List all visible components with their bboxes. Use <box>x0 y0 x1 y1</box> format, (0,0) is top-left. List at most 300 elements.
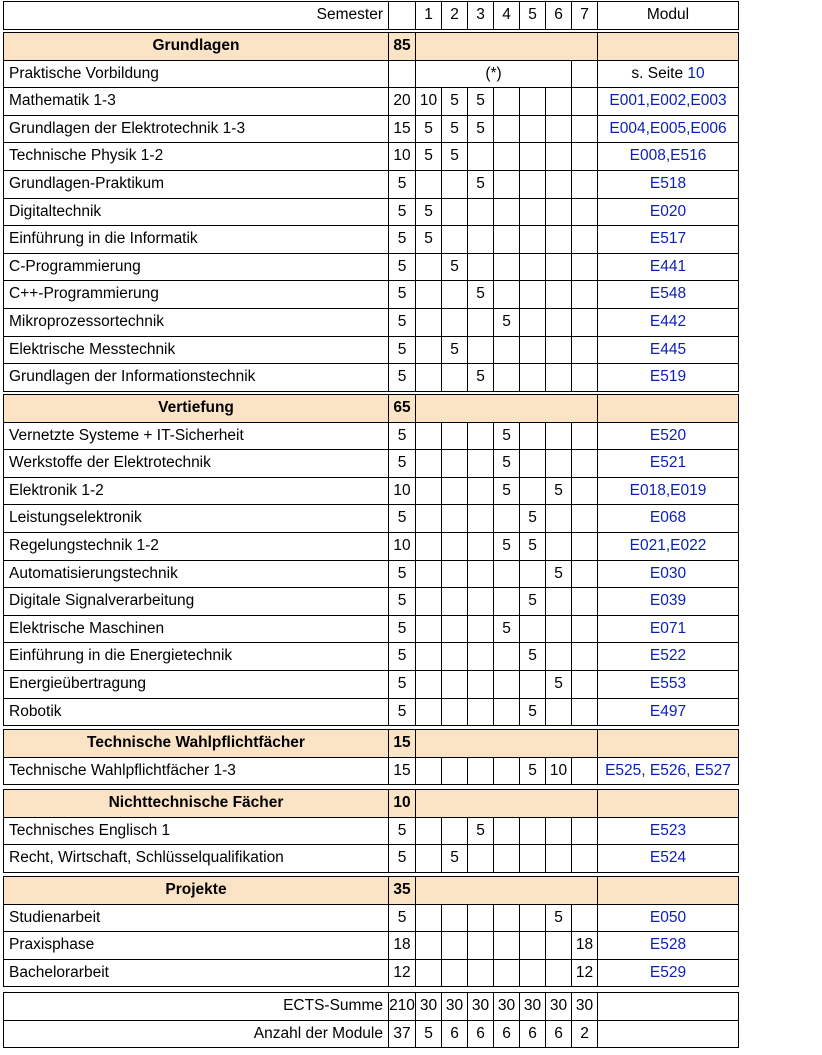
semester-cell: 5 <box>468 170 494 198</box>
semester-cell <box>572 281 598 309</box>
modul-link[interactable]: E529 <box>649 963 687 981</box>
section-ects-total: 65 <box>389 395 416 423</box>
course-ects: 5 <box>389 698 416 726</box>
semester-cell <box>520 932 546 960</box>
modul-link[interactable]: E068 <box>649 509 687 527</box>
course-ects: 5 <box>389 588 416 616</box>
section-title: Technische Wahlpflichtfächer <box>4 730 389 758</box>
semester-cell: 5 <box>442 88 468 116</box>
course-ects: 5 <box>389 253 416 281</box>
semester-5-header: 5 <box>520 2 546 30</box>
ects-sum-modul-cell <box>598 993 739 1021</box>
semester-cell <box>546 588 572 616</box>
course-row <box>4 560 739 588</box>
semester-cell: 5 <box>442 253 468 281</box>
semester-cell <box>442 226 468 254</box>
course-row <box>4 904 739 932</box>
semester-7-header: 7 <box>572 2 598 30</box>
modul-link[interactable]: E445 <box>649 340 687 358</box>
modul-link[interactable]: E071 <box>649 619 687 637</box>
semester-cell <box>494 226 520 254</box>
semester-cell: 5 <box>546 904 572 932</box>
semester-cell <box>546 643 572 671</box>
semester-cell <box>494 364 520 392</box>
semester-cell <box>468 932 494 960</box>
modul-link[interactable]: E522 <box>649 647 687 665</box>
semester-cell <box>442 560 468 588</box>
semester-cell <box>572 88 598 116</box>
modul-cell <box>598 817 739 845</box>
course-name: Recht, Wirtschaft, Schlüsselqualifikation <box>4 845 389 873</box>
semester-cell <box>416 281 442 309</box>
modul-cell <box>598 143 739 171</box>
semester-cell <box>572 505 598 533</box>
course-name: Vernetzte Systeme + IT-Sicherheit <box>4 422 389 450</box>
module-count-sem-7: 2 <box>572 1020 598 1048</box>
course-ects: 5 <box>389 845 416 873</box>
semester-cell <box>442 932 468 960</box>
course-row <box>4 477 739 505</box>
semester-cell <box>572 477 598 505</box>
semester-cell <box>442 364 468 392</box>
semester-cell: 5 <box>520 505 546 533</box>
semester-cell <box>468 643 494 671</box>
semester-header-table <box>3 1 739 30</box>
semester-cell <box>546 932 572 960</box>
ects-sum-sem-4: 30 <box>494 993 520 1021</box>
semester-cell <box>494 560 520 588</box>
semester-cell <box>546 364 572 392</box>
section-title: Projekte <box>4 877 389 905</box>
semester-cell <box>416 477 442 505</box>
course-row <box>4 88 739 116</box>
course-name: Grundlagen der Informationstechnik <box>4 364 389 392</box>
semester-cell: 5 <box>546 477 572 505</box>
semester-cell: 5 <box>520 643 546 671</box>
semester-cell <box>442 450 468 478</box>
semester-cell <box>416 170 442 198</box>
modul-cell <box>598 281 739 309</box>
semester-cell <box>468 253 494 281</box>
course-ects: 5 <box>389 615 416 643</box>
semester-cell <box>572 198 598 226</box>
semester-cell: 5 <box>494 615 520 643</box>
semester-cell <box>494 757 520 785</box>
modul-cell <box>598 532 739 560</box>
course-ects: 5 <box>389 670 416 698</box>
course-name: Technische Physik 1-2 <box>4 143 389 171</box>
course-ects: 5 <box>389 643 416 671</box>
semester-cell <box>468 336 494 364</box>
course-ects: 5 <box>389 226 416 254</box>
semester-cell: 10 <box>416 88 442 116</box>
course-name: Einführung in die Energietechnik <box>4 643 389 671</box>
semester-cell: 5 <box>442 845 468 873</box>
semester-cell <box>572 845 598 873</box>
course-name: Robotik <box>4 698 389 726</box>
modul-link[interactable]: E523 <box>649 821 687 839</box>
modul-page-reference-label: s. Seite <box>631 64 688 82</box>
semester-cell <box>546 450 572 478</box>
semester-cell <box>520 477 546 505</box>
modul-cell <box>598 198 739 226</box>
section-header-row <box>4 395 739 423</box>
modul-link[interactable]: E524 <box>649 849 687 867</box>
course-ects <box>389 60 416 88</box>
modul-cell <box>598 450 739 478</box>
course-name: Werkstoffe der Elektrotechnik <box>4 450 389 478</box>
semester-cell <box>468 698 494 726</box>
modul-link[interactable]: E442 <box>649 312 687 330</box>
course-name: Praktische Vorbildung <box>4 60 389 88</box>
semester-1-header: 1 <box>416 2 442 30</box>
course-name: Digitale Signalverarbeitung <box>4 588 389 616</box>
modul-link[interactable]: E517 <box>649 230 687 248</box>
semester-cell <box>442 670 468 698</box>
modul-cell <box>598 88 739 116</box>
course-row <box>4 143 739 171</box>
semester-cell <box>468 422 494 450</box>
semester-2-header: 2 <box>442 2 468 30</box>
course-name: Regelungstechnik 1-2 <box>4 532 389 560</box>
semester-cell <box>494 643 520 671</box>
semester-cell <box>416 505 442 533</box>
modul-cell <box>598 757 739 785</box>
semester-cell <box>494 588 520 616</box>
semester-cell <box>416 757 442 785</box>
semester-cell <box>416 670 442 698</box>
semester-cell <box>572 336 598 364</box>
semester-cell <box>520 560 546 588</box>
course-row <box>4 115 739 143</box>
semester-cell <box>546 253 572 281</box>
modul-cell <box>598 845 739 873</box>
semester-label: Semester <box>4 2 389 30</box>
course-ects: 10 <box>389 532 416 560</box>
semester-cell <box>416 336 442 364</box>
semester-cell <box>520 904 546 932</box>
modul-header: Modul <box>598 2 739 30</box>
section-table <box>3 789 739 873</box>
semester-cell: 5 <box>494 308 520 336</box>
module-count-sem-4: 6 <box>494 1020 520 1048</box>
section-title: Grundlagen <box>4 33 389 61</box>
semester-cell <box>468 477 494 505</box>
semester-cell <box>546 959 572 987</box>
semester-cell: 5 <box>520 532 546 560</box>
semester-cell <box>416 308 442 336</box>
semester-cell <box>546 226 572 254</box>
semester-cell <box>546 170 572 198</box>
semester-cell: 5 <box>520 757 546 785</box>
semester-cell <box>572 450 598 478</box>
course-row <box>4 505 739 533</box>
semester-cell: 5 <box>494 450 520 478</box>
course-name: Praxisphase <box>4 932 389 960</box>
semester-cell <box>494 845 520 873</box>
modul-link[interactable]: E553 <box>649 674 687 692</box>
semester-cell <box>520 845 546 873</box>
modul-link[interactable]: E039 <box>649 592 687 610</box>
modul-link[interactable]: E004,E005,E006 <box>609 119 727 137</box>
modul-cell <box>598 422 739 450</box>
semester-cell <box>520 281 546 309</box>
modul-link[interactable]: E030 <box>649 564 687 582</box>
modul-cell <box>598 308 739 336</box>
semester-cell <box>520 143 546 171</box>
semester-cell <box>572 817 598 845</box>
semester-cell <box>416 532 442 560</box>
semester-cell <box>494 959 520 987</box>
semester-cell <box>468 226 494 254</box>
semester-cell <box>572 698 598 726</box>
course-row <box>4 198 739 226</box>
course-name: Mikroprozessortechnik <box>4 308 389 336</box>
semester-cell <box>520 170 546 198</box>
semester-cell <box>572 308 598 336</box>
semester-cell: 5 <box>468 88 494 116</box>
ects-sum-sem-2: 30 <box>442 993 468 1021</box>
course-name: Bachelorarbeit <box>4 959 389 987</box>
semester-cell <box>416 588 442 616</box>
semester-cell <box>468 845 494 873</box>
semester-cell <box>494 115 520 143</box>
course-row <box>4 757 739 785</box>
semester-cell: 5 <box>416 198 442 226</box>
semester-cell <box>416 560 442 588</box>
semester-cell: 5 <box>416 226 442 254</box>
semester-cell <box>546 143 572 171</box>
modul-link[interactable]: E018,E019 <box>629 481 707 499</box>
ects-sum-row <box>4 993 739 1021</box>
course-name: Elektrische Maschinen <box>4 615 389 643</box>
semester-cell <box>572 422 598 450</box>
semester-cell <box>416 959 442 987</box>
semester-cell <box>416 904 442 932</box>
course-row <box>4 281 739 309</box>
semester-cell <box>442 198 468 226</box>
section-table <box>3 32 739 392</box>
semester-cell <box>494 253 520 281</box>
ects-sum-label: ECTS-Summe <box>4 993 389 1021</box>
modul-cell <box>598 477 739 505</box>
modul-link[interactable]: E008,E516 <box>629 147 707 165</box>
modul-link[interactable]: E050 <box>649 908 687 926</box>
course-ects: 5 <box>389 450 416 478</box>
semester-cell <box>520 422 546 450</box>
section-semester-span <box>416 877 598 905</box>
semester-cell <box>572 560 598 588</box>
course-row <box>4 615 739 643</box>
semester-cell <box>494 198 520 226</box>
section-ects-total: 85 <box>389 33 416 61</box>
semester-cell: 5 <box>494 422 520 450</box>
semester-cell: 5 <box>442 336 468 364</box>
ects-sum-sem-3: 30 <box>468 993 494 1021</box>
course-name: Leistungselektronik <box>4 505 389 533</box>
semester-cell <box>416 253 442 281</box>
semester-cell <box>442 615 468 643</box>
semester-cell <box>468 505 494 533</box>
modul-link[interactable]: E528 <box>649 936 687 954</box>
semester-cell <box>520 817 546 845</box>
semester-cell <box>572 532 598 560</box>
modul-cell <box>598 170 739 198</box>
course-ects: 5 <box>389 422 416 450</box>
semester-cell <box>468 904 494 932</box>
modul-link[interactable]: E021,E022 <box>629 536 707 554</box>
semester-cell: 5 <box>442 143 468 171</box>
section-semester-span <box>416 790 598 818</box>
modul-link[interactable]: E441 <box>649 257 687 275</box>
section-semester-span <box>416 730 598 758</box>
course-name: Grundlagen der Elektrotechnik 1-3 <box>4 115 389 143</box>
ects-sum-sem-7: 30 <box>572 993 598 1021</box>
semester-cell <box>416 932 442 960</box>
semester-cell: 12 <box>572 959 598 987</box>
section-header-row <box>4 730 739 758</box>
section-header-row <box>4 877 739 905</box>
course-ects: 12 <box>389 959 416 987</box>
modul-link[interactable]: E001,E002,E003 <box>609 92 727 110</box>
semester-cell: 5 <box>468 115 494 143</box>
semester-cell <box>468 143 494 171</box>
modul-link[interactable]: E548 <box>649 285 687 303</box>
section-modul-cell <box>598 790 739 818</box>
semester-cell <box>572 115 598 143</box>
semester-cell <box>546 336 572 364</box>
semester-cell <box>494 336 520 364</box>
modul-cell <box>598 643 739 671</box>
semester-cell <box>546 615 572 643</box>
semester-cell <box>416 817 442 845</box>
module-count-sem-6: 6 <box>546 1020 572 1048</box>
semester-cell <box>468 588 494 616</box>
semester-cell <box>572 588 598 616</box>
semester-cell <box>468 532 494 560</box>
semester-cell <box>520 226 546 254</box>
course-row <box>4 698 739 726</box>
modul-cell <box>598 698 739 726</box>
modul-cell <box>598 226 739 254</box>
course-row <box>4 253 739 281</box>
modul-link[interactable]: E497 <box>649 702 687 720</box>
semester-cell <box>494 170 520 198</box>
modul-link[interactable]: 10 <box>687 64 705 82</box>
module-count-sem-5: 6 <box>520 1020 546 1048</box>
semester-cell <box>546 817 572 845</box>
module-count-modul-cell <box>598 1020 739 1048</box>
course-name: Mathematik 1-3 <box>4 88 389 116</box>
semester-cell <box>572 143 598 171</box>
course-row <box>4 364 739 392</box>
semester-cell: 5 <box>416 115 442 143</box>
semester-cell <box>468 670 494 698</box>
course-ects: 5 <box>389 198 416 226</box>
semester-cell: 5 <box>468 364 494 392</box>
semester-cell <box>572 226 598 254</box>
modul-link[interactable]: E521 <box>649 454 687 472</box>
semester-cell <box>572 253 598 281</box>
section-header-row <box>4 33 739 61</box>
semester-cell <box>520 115 546 143</box>
course-row <box>4 450 739 478</box>
modul-link[interactable]: E525, E526, E527 <box>605 761 731 779</box>
modul-cell <box>598 588 739 616</box>
course-ects: 20 <box>389 88 416 116</box>
semester-cell <box>546 422 572 450</box>
semester-cell <box>572 170 598 198</box>
semester-cell <box>572 60 598 88</box>
semester-cell <box>546 115 572 143</box>
section-header-row <box>4 790 739 818</box>
modul-link[interactable]: E020 <box>649 202 687 220</box>
semester-cell <box>416 845 442 873</box>
module-count-sem-2: 6 <box>442 1020 468 1048</box>
semester-cell <box>468 450 494 478</box>
semester-cell: 5 <box>416 143 442 171</box>
course-name: Technische Wahlpflichtfächer 1-3 <box>4 757 389 785</box>
semester-cell <box>468 959 494 987</box>
course-name: C-Programmierung <box>4 253 389 281</box>
modul-link[interactable]: E519 <box>649 368 687 386</box>
semester-cell <box>546 698 572 726</box>
semester-cell <box>546 88 572 116</box>
semester-cell <box>494 904 520 932</box>
semester-cell <box>494 698 520 726</box>
course-ects: 5 <box>389 364 416 392</box>
semester-cell <box>442 308 468 336</box>
course-name: Elektronik 1-2 <box>4 477 389 505</box>
semester-cell <box>442 959 468 987</box>
semester-cell <box>546 308 572 336</box>
course-row <box>4 422 739 450</box>
semester-cell <box>416 643 442 671</box>
modul-cell <box>598 615 739 643</box>
course-ects: 10 <box>389 477 416 505</box>
modul-link[interactable]: E520 <box>649 426 687 444</box>
semester-cell <box>520 450 546 478</box>
semester-cell: 5 <box>494 477 520 505</box>
modul-link[interactable]: E518 <box>649 174 687 192</box>
course-row <box>4 336 739 364</box>
course-row <box>4 60 739 88</box>
semester-cell <box>442 643 468 671</box>
course-name: Energieübertragung <box>4 670 389 698</box>
modul-cell <box>598 364 739 392</box>
totals-table <box>3 992 739 1048</box>
semester-cell: 18 <box>572 932 598 960</box>
course-ects: 5 <box>389 336 416 364</box>
semester-cell: 5 <box>520 698 546 726</box>
module-count-sem-1: 5 <box>416 1020 442 1048</box>
semester-cell <box>494 817 520 845</box>
semester-cell <box>416 450 442 478</box>
semester-cell <box>442 757 468 785</box>
course-ects: 15 <box>389 757 416 785</box>
semester-cell: 5 <box>494 532 520 560</box>
semester-cell <box>442 817 468 845</box>
course-ects: 5 <box>389 817 416 845</box>
course-ects: 5 <box>389 281 416 309</box>
semester-cell <box>416 364 442 392</box>
semester-cell <box>546 281 572 309</box>
course-name: Einführung in die Informatik <box>4 226 389 254</box>
semester-cell <box>520 959 546 987</box>
course-note: (*) <box>416 60 572 88</box>
modul-cell <box>598 904 739 932</box>
semester-header-row <box>4 2 739 30</box>
